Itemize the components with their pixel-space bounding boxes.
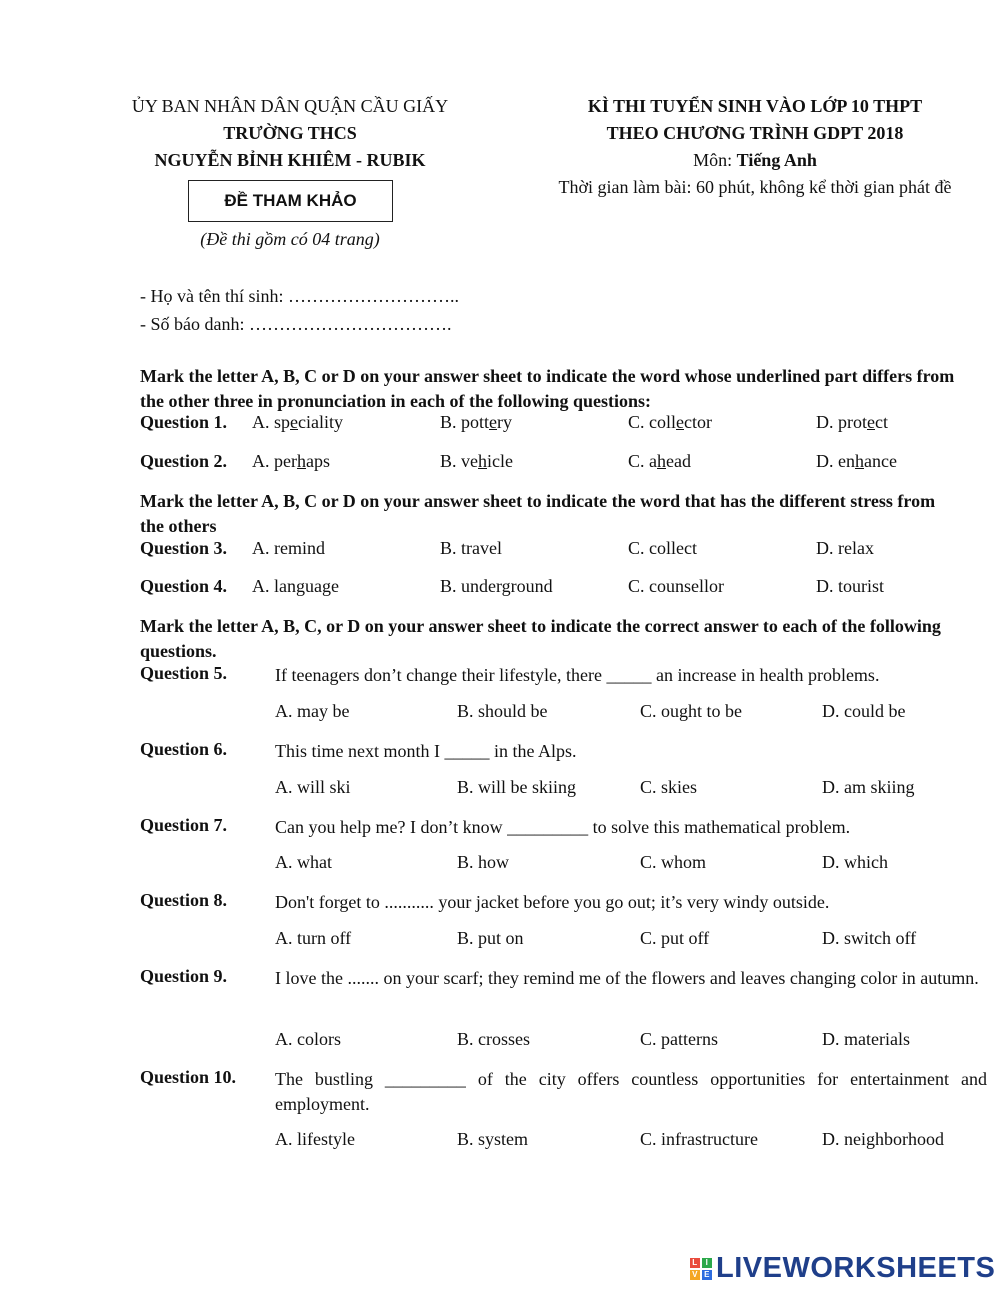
underlined-letter: e <box>676 412 684 432</box>
authority-name: ỦY BAN NHÂN DÂN QUẬN CẦU GIẤY <box>131 96 449 116</box>
answer-option[interactable]: D. materials <box>822 1029 910 1049</box>
option-text-start: B. ve <box>440 451 478 471</box>
subject-name: Tiếng Anh <box>736 150 817 170</box>
liveworksheets-logo <box>690 1252 995 1285</box>
answer-option[interactable] <box>628 451 691 472</box>
answer-option[interactable]: A. may be <box>275 701 350 721</box>
logo-mark <box>690 1258 712 1280</box>
answer-option[interactable]: C. patterns <box>640 1029 718 1049</box>
question-label: Question 10. <box>140 1067 237 1087</box>
question-text: This time next month I _____ in the Alps. <box>275 741 577 761</box>
answer-option[interactable] <box>816 451 897 472</box>
answer-option[interactable] <box>252 412 343 433</box>
question-text: I love the ....... on your scarf; they remind me of the flowers and leaves changing color in autumn. <box>275 968 979 988</box>
answer-option[interactable]: A. remind <box>252 538 325 558</box>
question-label: Question 8. <box>140 890 228 910</box>
answer-option[interactable]: C. whom <box>640 852 707 872</box>
logo-mark-e: E <box>702 1270 712 1280</box>
option-text-end: icle <box>487 451 513 471</box>
underlined-letter: e <box>290 412 299 432</box>
reference-exam-label: ĐỀ THAM KHẢO <box>224 191 357 210</box>
answer-option[interactable]: B. should be <box>457 701 548 721</box>
answer-option[interactable]: D. could be <box>822 701 906 721</box>
answer-option[interactable]: B. will be skiing <box>457 777 577 797</box>
underlined-letter: h <box>296 451 306 471</box>
header-left <box>100 93 480 174</box>
answer-option[interactable]: B. underground <box>440 576 553 596</box>
answer-option[interactable]: A. language <box>252 576 339 596</box>
underlined-letter: h <box>657 451 666 471</box>
answer-option[interactable]: A. turn off <box>275 928 352 948</box>
option-text-start: C. coll <box>628 412 676 432</box>
answer-option[interactable]: B. crosses <box>457 1029 530 1049</box>
reference-exam-box <box>188 180 393 222</box>
answer-option[interactable]: B. system <box>457 1129 529 1149</box>
instruction-stress: Mark the letter A, B, C or D on your answer sheet to indicate the word that has the different stress from the others <box>140 491 936 536</box>
answer-option[interactable]: C. infrastructure <box>640 1129 758 1149</box>
question-text: Can you help me? I don’t know _________ to solve this mathematical problem. <box>275 817 851 837</box>
answer-option[interactable]: A. what <box>275 852 332 872</box>
question-label: Question 1. <box>140 412 228 432</box>
instruction-pronunciation: Mark the letter A, B, C or D on your answer sheet to indicate the word whose underlined part differs from the other three in pronunciation in each of the following questions: <box>140 366 955 411</box>
exam-subtitle: THEO CHƯƠNG TRÌNH GDPT 2018 <box>606 123 904 143</box>
underlined-letter: e <box>867 412 875 432</box>
answer-option[interactable]: C. collect <box>628 538 697 558</box>
instruction-grammar: Mark the letter A, B, C, or D on your answer sheet to indicate the correct answer to each of the following questions. <box>140 616 941 661</box>
answer-option[interactable]: B. put on <box>457 928 524 948</box>
question-label: Question 5. <box>140 663 228 683</box>
answer-option[interactable]: A. colors <box>275 1029 341 1049</box>
school-type: TRƯỜNG THCS <box>223 123 357 143</box>
answer-option[interactable]: C. ought to be <box>640 701 742 721</box>
option-text-end: aps <box>305 451 330 471</box>
answer-option[interactable]: B. travel <box>440 538 502 558</box>
option-text-start: D. prot <box>816 412 867 432</box>
exam-title: KÌ THI TUYỂN SINH VÀO LỚP 10 THPT <box>587 96 923 116</box>
question-text: The bustling _________ of the city offers countless opportunities for entertainment and employment. <box>275 1069 987 1114</box>
logo-text: LIVEWORKSHEETS <box>716 1252 996 1284</box>
time-limit: Thời gian làm bài: 60 phút, không kể thời gian phát đề <box>558 177 952 197</box>
answer-option[interactable]: C. counsellor <box>628 576 724 596</box>
option-text-end: ry <box>497 412 513 432</box>
option-text-end: ance <box>864 451 897 471</box>
answer-option[interactable] <box>440 412 512 433</box>
option-text-start: A. sp <box>252 412 291 432</box>
question-label: Question 7. <box>140 815 228 835</box>
answer-option[interactable]: D. which <box>822 852 888 872</box>
question-label: Question 9. <box>140 966 228 986</box>
answer-option[interactable]: D. relax <box>816 538 874 558</box>
question-text: If teenagers don’t change their lifestyle, there _____ an increase in health problems. <box>275 665 880 685</box>
answer-option[interactable]: C. put off <box>640 928 710 948</box>
answer-option[interactable]: D. am skiing <box>822 777 915 797</box>
question-text: Don't forget to ........... your jacket before you go out; it’s very windy outside. <box>275 892 830 912</box>
answer-option[interactable]: D. switch off <box>822 928 917 948</box>
option-text-end: ct <box>875 412 888 432</box>
answer-option[interactable]: D. neighborhood <box>822 1129 944 1149</box>
option-text-start: B. pott <box>440 412 490 432</box>
page-count-note: (Đề thi gồm có 04 trang) <box>200 229 380 249</box>
logo-mark-v: V <box>690 1270 700 1280</box>
underlined-letter: h <box>478 451 487 471</box>
header-right <box>520 93 990 201</box>
option-text-end: ctor <box>684 412 712 432</box>
question-label: Question 3. <box>140 538 228 558</box>
subject-label: Môn: <box>693 150 737 170</box>
answer-option[interactable]: A. lifestyle <box>275 1129 355 1149</box>
underlined-letter: e <box>489 412 498 432</box>
school-name: NGUYỄN BỈNH KHIÊM - RUBIK <box>154 150 426 170</box>
question-label: Question 2. <box>140 451 228 471</box>
candidate-number-line[interactable]: - Số báo danh: ……………………………. <box>140 314 452 334</box>
logo-mark-l: L <box>690 1258 700 1268</box>
logo-mark-i: I <box>702 1258 712 1268</box>
option-text-end: ciality <box>298 412 343 432</box>
answer-option[interactable] <box>440 451 513 472</box>
answer-option[interactable] <box>816 412 888 433</box>
candidate-name-line[interactable]: - Họ và tên thí sinh: ……………………….. <box>140 286 459 306</box>
subject-line <box>520 147 990 174</box>
answer-option[interactable] <box>252 451 330 472</box>
answer-option[interactable]: D. tourist <box>816 576 885 596</box>
question-label: Question 6. <box>140 739 228 759</box>
option-text-end: ead <box>666 451 691 471</box>
answer-option[interactable]: A. will ski <box>275 777 351 797</box>
answer-option[interactable]: B. how <box>457 852 510 872</box>
option-text-start: D. en <box>816 451 855 471</box>
answer-option[interactable]: C. skies <box>640 777 698 797</box>
option-text-start: C. a <box>628 451 657 471</box>
question-label: Question 4. <box>140 576 228 596</box>
answer-option[interactable] <box>628 412 712 433</box>
underlined-letter: h <box>855 451 864 471</box>
option-text-start: A. per <box>252 451 297 471</box>
